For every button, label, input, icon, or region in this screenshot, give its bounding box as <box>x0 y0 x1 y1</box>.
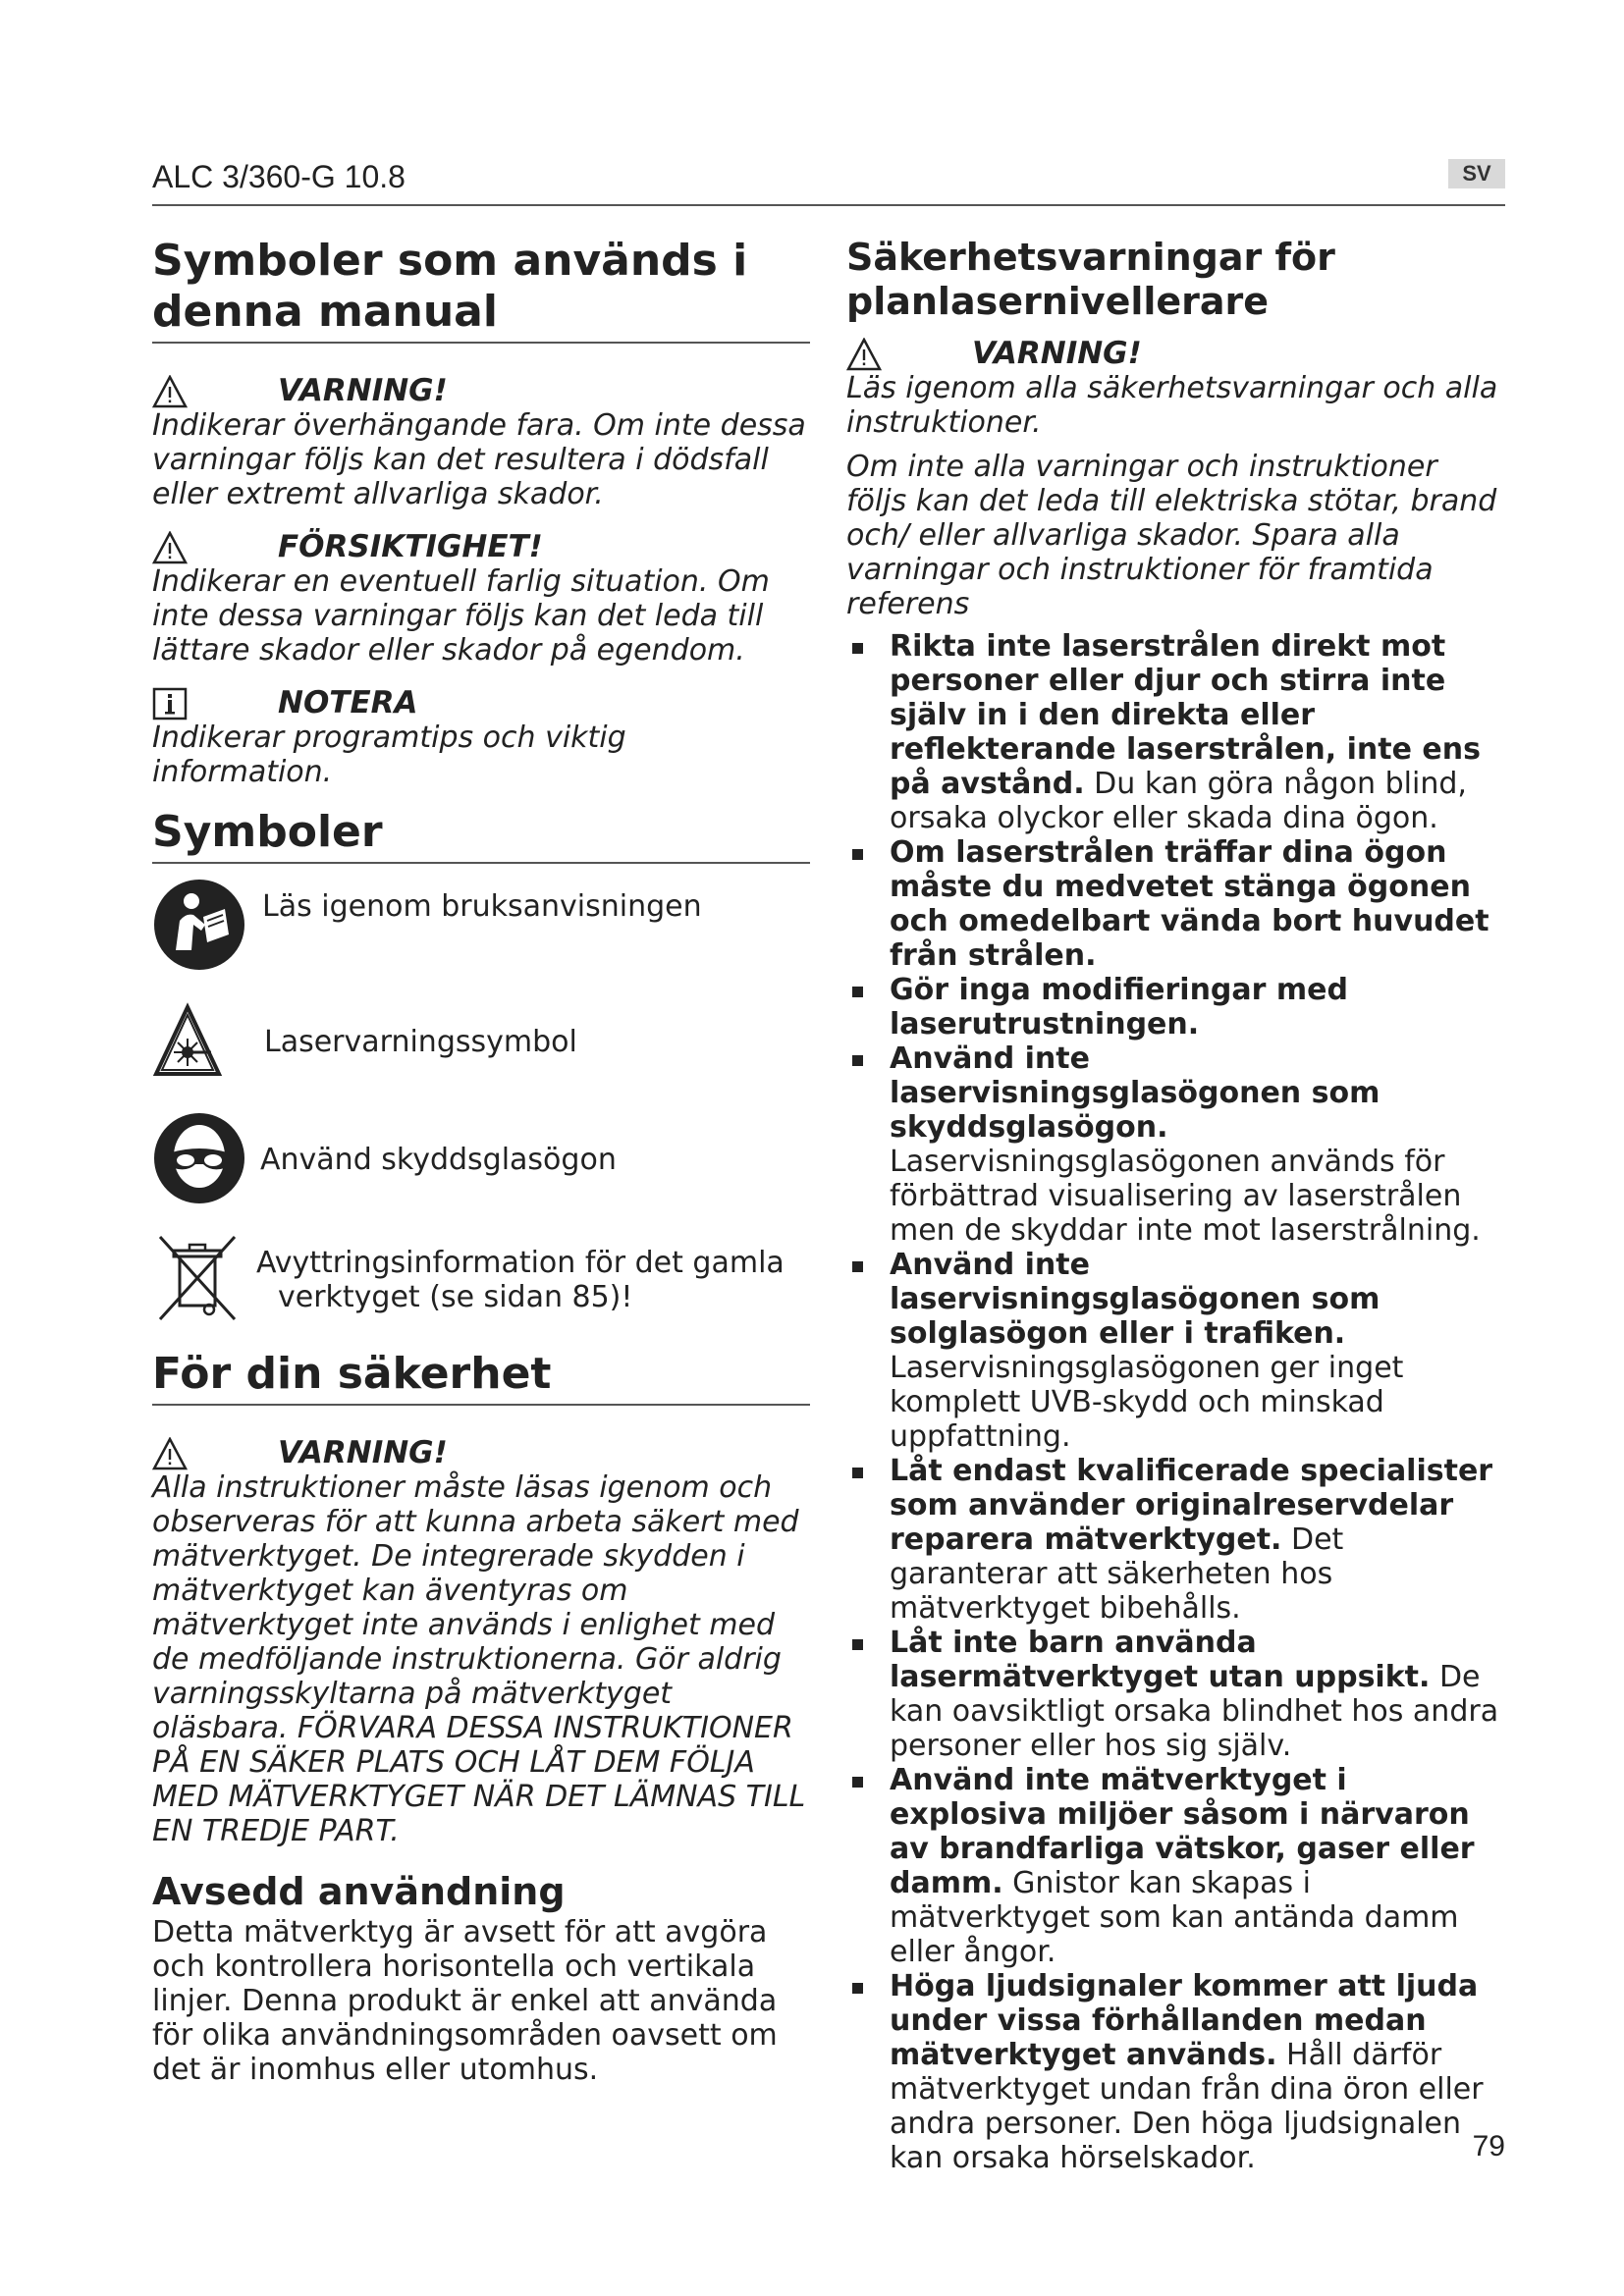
symbol-item-manual <box>152 878 810 976</box>
laser-intro-2: Om inte alla varningar och instruktioner följs kan det leda till elektriska stötar, brand och/ eller allvarliga skador. Spara alla varningar och instruktioner för framtida referens <box>846 450 1497 621</box>
caution-description: Indikerar en eventuell farlig situation. Om inte dessa varningar följs kan det leda till lättare skador eller skador på egendom. <box>152 564 770 667</box>
list-item-bold: Låt inte barn använda lasermätverktyget utan uppsikt. <box>890 1626 1431 1694</box>
safety-warning-label: VARNING! <box>278 1435 448 1470</box>
laser-intro-1: Läs igenom alla säkerhetsvarningar och alla instruktioner. <box>846 371 1498 440</box>
symbol-item-laser <box>152 1001 810 1084</box>
list-item-bold: Använd inte laservisningsglasögonen som skyddsglasögon. <box>890 1041 1380 1145</box>
laser-safety-list <box>846 629 1506 2175</box>
symbol-goggles-text: Använd skyddsglasögon <box>260 1143 617 1177</box>
list-item <box>846 973 1506 1041</box>
list-item <box>846 1041 1506 1248</box>
right-column <box>846 236 1506 2175</box>
symbols-heading: Symboler <box>152 807 810 864</box>
symbol-disposal-line1: Avyttringsinformation för det gamla <box>256 1246 785 1280</box>
symbol-item-goggles <box>152 1111 810 1209</box>
symbol-disposal-line2: verktyget (se sidan 85)! <box>278 1280 633 1314</box>
list-item-bold: Höga ljudsignaler kommer att ljuda under vissa förhållanden medan mätverktyget används. <box>890 1969 1479 2072</box>
note-row <box>152 681 810 721</box>
warning-triangle-icon <box>846 338 882 371</box>
list-item <box>846 1969 1506 2175</box>
list-item-bold: Använd inte mätverktyget i explosiva miljöer såsom i närvaron av brandfarliga vätskor, gaser eller damm. <box>890 1763 1475 1900</box>
list-item <box>846 1763 1506 1969</box>
safety-text: Alla instruktioner måste läsas igenom och observeras för att kunna arbeta säkert med mätverktyget. De integrerade skydden i mätverktyget kan äventyras om mätverktyget inte används i enlighet med de medföljande instruktionerna. Gör aldrig varningsskyltarna på mätverktyget oläsbara. FÖRVARA DESSA INSTRUKTIONER PÅ EN SÄKER PLATS OCH LÅT DEM FÖLJA MED MÄTVERKTYGET NÄR DET LÄMNAS TILL EN TREDJE PART. <box>152 1470 806 1848</box>
weee-bin-icon <box>152 1231 243 1329</box>
laser-warning-icon <box>152 1001 223 1084</box>
list-item-bold: Gör inga modifieringar med laserutrustningen. <box>890 973 1348 1041</box>
read-manual-icon <box>152 878 246 976</box>
list-item <box>846 629 1506 835</box>
symbol-disposal-text <box>256 1246 785 1314</box>
left-column <box>152 236 810 2087</box>
list-item-bold: Använd inte laservisningsglasögonen som solglasögon eller i trafiken. <box>890 1248 1380 1351</box>
caution-label: FÖRSIKTIGHET! <box>278 529 543 564</box>
intended-use-heading: Avsedd användning <box>152 1870 566 1913</box>
list-item <box>846 1626 1506 1763</box>
warning-row <box>152 369 810 408</box>
laser-warning-row <box>846 332 1506 371</box>
safety-warning-row <box>152 1431 810 1470</box>
warning-description: Indikerar överhängande fara. Om inte dessa varningar följs kan det resultera i dödsfall eller extremt allvarliga skador. <box>152 408 806 511</box>
model-title: ALC 3/360-G 10.8 <box>152 159 406 194</box>
list-item-text: Det garanterar att säkerheten hos mätverktyget bibehålls. <box>890 1522 1344 1626</box>
laser-warning-label: VARNING! <box>972 336 1142 371</box>
warning-triangle-icon <box>152 375 188 408</box>
list-item-text: Du kan göra någon blind, orsaka olyckor eller skada dina ögon. <box>890 767 1467 835</box>
list-item <box>846 1248 1506 1454</box>
symbol-manual-text: Läs igenom bruksanvisningen <box>262 889 702 924</box>
warning-triangle-icon <box>152 1437 188 1470</box>
caution-row <box>152 525 810 564</box>
page-header <box>152 159 1505 206</box>
safety-heading: För din säkerhet <box>152 1349 810 1406</box>
info-icon <box>152 687 188 721</box>
symbol-item-disposal <box>152 1231 810 1329</box>
list-item-bold: Rikta inte laserstrålen direkt mot personer eller djur och stirra inte själv in i den direkta eller reflekterande laserstrålen, inte ens på avstånd. <box>890 629 1481 801</box>
intended-use-text: Detta mätverktyg är avsett för att avgöra och kontrollera horisontella och vertikala linjer. Denna produkt är enkel att använda för olika användningsområden oavsett om det är inomhus eller utomhus. <box>152 1915 778 2087</box>
list-item <box>846 835 1506 973</box>
symbols-manual-heading: Symboler som används i denna manual <box>152 236 810 344</box>
list-item-text: Håll därför mätverktyget undan från dina öron eller andra personer. Den höga ljudsignalen kan orsaka hörselskador. <box>890 2038 1484 2175</box>
note-description: Indikerar programtips och viktig information. <box>152 721 626 789</box>
symbol-laser-text: Laservarningssymbol <box>264 1025 577 1059</box>
list-item-text: Laservisningsglasögonen ger inget komplett UVB-skydd och minskad uppfattning. <box>890 1351 1404 1454</box>
safety-goggles-icon <box>152 1111 246 1209</box>
warning-label: VARNING! <box>278 373 448 408</box>
list-item-bold: Om laserstrålen träffar dina ögon måste du medvetet stänga ögonen och omedelbart vända bort huvudet från strålen. <box>890 835 1489 973</box>
list-item-text: De kan oavsiktligt orsaka blindhet hos andra personer eller hos sig själv. <box>890 1660 1499 1763</box>
note-label: NOTERA <box>278 685 418 721</box>
list-item-text: Laservisningsglasögonen används för förbättrad visualisering av laserstrålen men de skyddar inte mot laserstrålning. <box>890 1145 1481 1248</box>
page-number: 79 <box>1472 2130 1505 2163</box>
list-item <box>846 1454 1506 1626</box>
language-badge: SV <box>1448 159 1505 188</box>
list-item-bold: Låt endast kvalificerade specialister som använder originalreservdelar reparera mätverktyget. <box>890 1454 1493 1557</box>
caution-triangle-icon <box>152 531 188 564</box>
laser-safety-heading: Säkerhetsvarningar för planlasernivellerare <box>846 236 1335 323</box>
list-item-text: Gnistor kan skapas i mätverktyget som kan antända damm eller ångor. <box>890 1866 1459 1969</box>
